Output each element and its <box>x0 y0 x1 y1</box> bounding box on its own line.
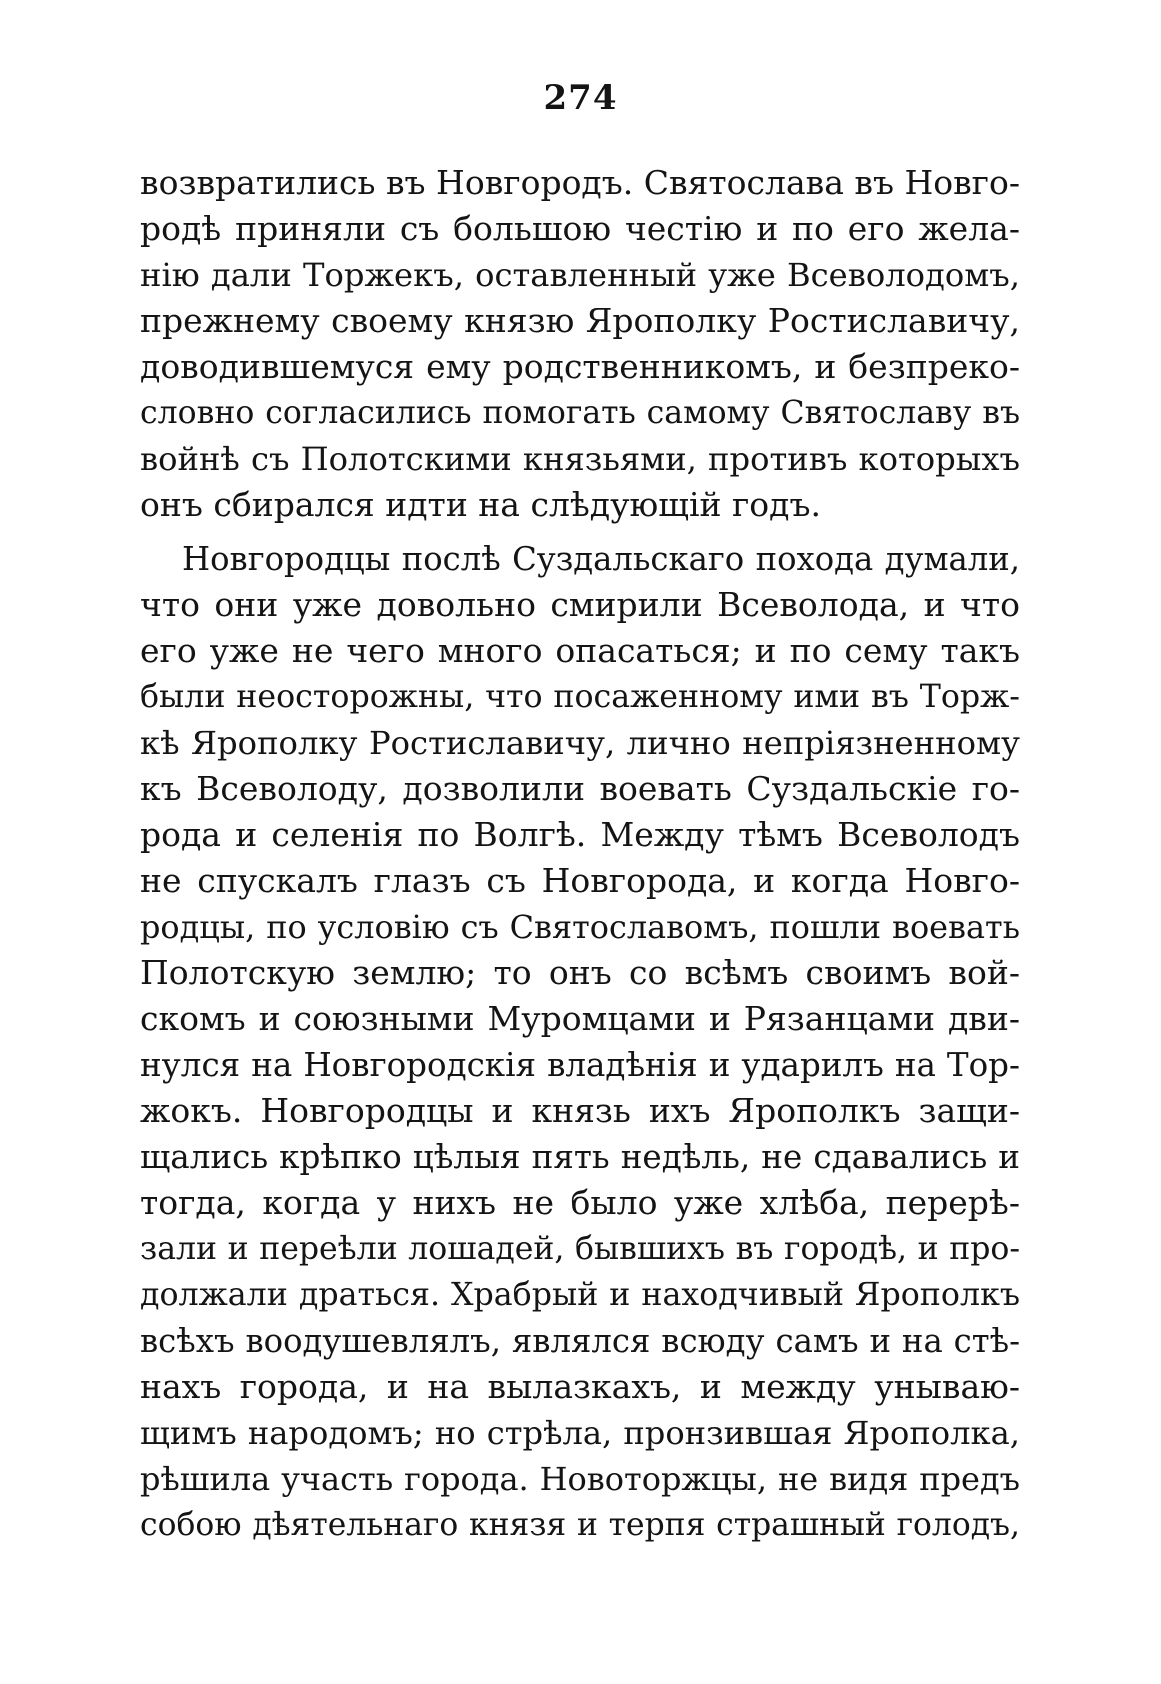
text-line: его уже не чего много опасаться; и по сему такъ <box>140 631 1020 670</box>
paragraph <box>140 160 1020 528</box>
text-line: щимъ народомъ; но стрѣла, пронзившая Ярополка, <box>140 1414 1020 1452</box>
text-line: всѣхъ воодушевлялъ, являлся всюду самъ и на стѣ- <box>140 1322 1020 1360</box>
text-line: Полотскую землю; то онъ со всѣмъ своимъ вой- <box>140 953 1020 992</box>
text-line: что они уже довольно смирили Всеволода, и что <box>140 585 1020 624</box>
text-line: прежнему своему князю Ярополку Ростиславичу, <box>140 301 1020 340</box>
text-line: нахъ города, и на вылазкахъ, и между унываю- <box>140 1367 1020 1406</box>
text-line: тогда, когда у нихъ не было уже хлѣба, перерѣ- <box>140 1183 1020 1222</box>
paragraph <box>140 536 1020 1548</box>
text-line: рода и селенія по Волгѣ. Между тѣмъ Всеволодъ <box>140 815 1020 854</box>
text-line: кѣ Ярополку Ростиславичу, лично непріязненному <box>140 724 1020 762</box>
text-line: не спускалъ глазъ съ Новгорода, и когда Новго- <box>140 861 1020 900</box>
text-line: Новгородцы послѣ Суздальскаго похода думали, <box>182 540 1020 578</box>
text-line: войнѣ съ Полотскими князьями, противъ которыхъ <box>140 440 1020 478</box>
text-line: онъ сбирался идти на слѣдующій годъ. <box>140 485 821 524</box>
paragraph-gap <box>140 528 1020 536</box>
page-number: 274 <box>543 78 618 118</box>
text-line: скомъ и союзными Муромцами и Рязанцами дви- <box>140 999 1020 1038</box>
text-line: родѣ приняли съ большою честію и по его жела- <box>140 209 1020 248</box>
text-line: къ Всеволоду, дозволили воевать Суздальскіе го- <box>140 769 1020 808</box>
text-line: рѣшила участь города. Новоторжцы, не видя предъ <box>140 1460 1020 1498</box>
text-line: нію дали Торжекъ, оставленный уже Всеволодомъ, <box>140 256 1020 294</box>
text-line: нулся на Новгородскія владѣнія и ударилъ на Тор- <box>140 1046 1020 1084</box>
text-line: должали драться. Храбрый и находчивый Ярополкъ <box>140 1277 1020 1313</box>
text-line: зали и переѣли лошадей, бывшихъ въ городѣ, и про- <box>140 1231 1020 1267</box>
text-line: доводившемуся ему родственникомъ, и безпреко- <box>140 347 1020 386</box>
text-line: жокъ. Новгородцы и князь ихъ Ярополкъ защи- <box>140 1091 1020 1130</box>
body-text <box>140 160 1020 1548</box>
text-line: родцы, по условію съ Святославомъ, пошли воевать <box>140 908 1020 946</box>
text-line: щались крѣпко цѣлыя пять недѣль, не сдавались и <box>140 1138 1020 1176</box>
text-line: собою дѣятельнаго князя и терпя страшный голодъ, <box>140 1507 1020 1543</box>
text-line: были неосторожны, что посаженному ими въ Торж- <box>140 679 1020 715</box>
text-line: словно согласились помогать самому Святославу въ <box>140 395 1020 431</box>
text-line: возвратились въ Новгородъ. Святослава въ Новго- <box>140 163 1020 202</box>
